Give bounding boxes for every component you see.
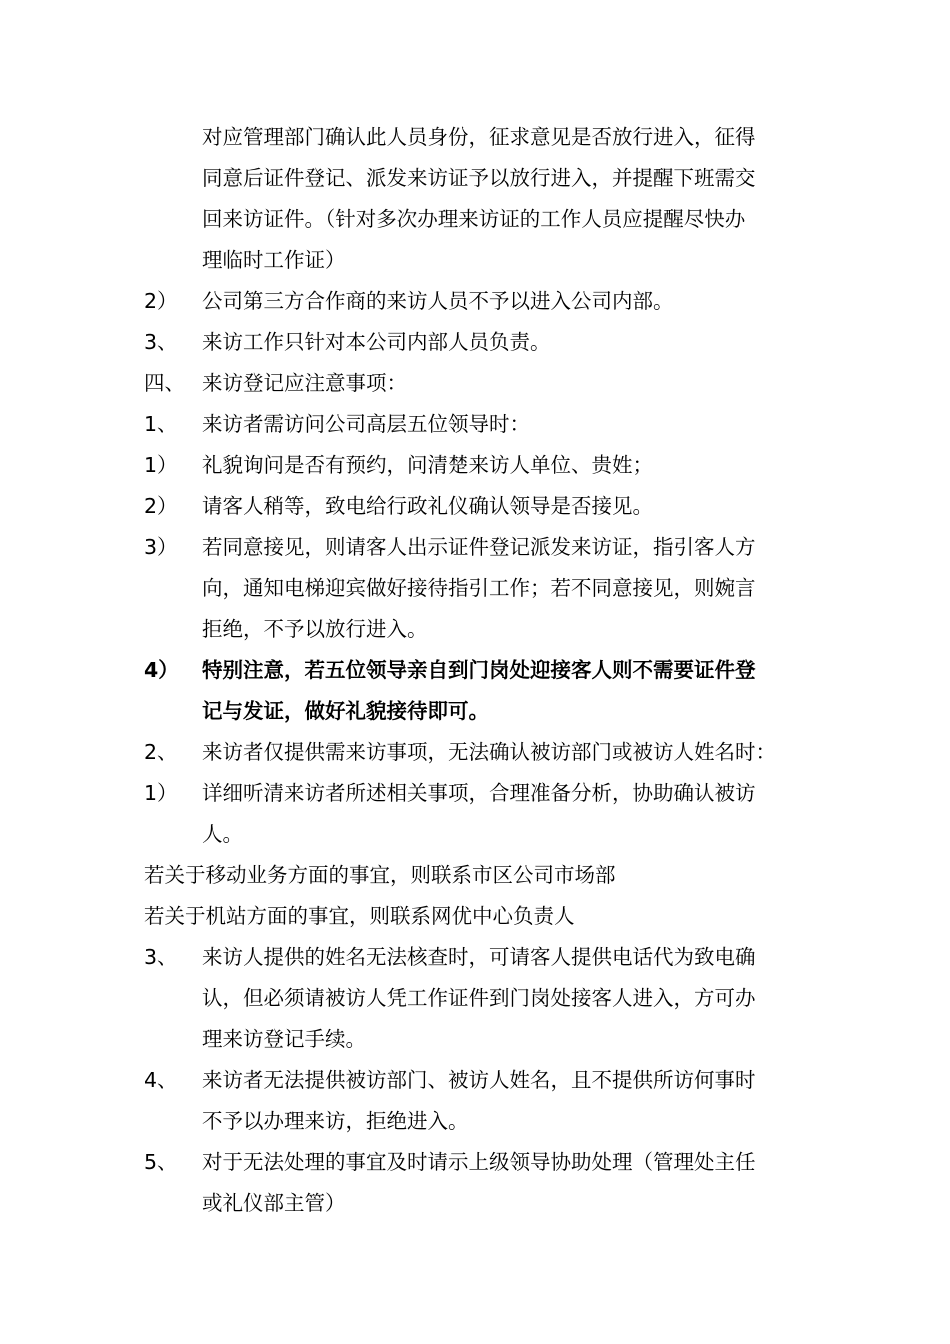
- line-text: 公司第三方合作商的来访人员不予以进入公司内部。: [202, 289, 674, 313]
- line-text: 理来访登记手续。: [202, 1027, 366, 1051]
- list-number: 4）: [144, 658, 179, 682]
- list-number: 3、: [144, 945, 178, 969]
- line-text: 来访者需访问公司高层五位领导时：: [202, 412, 530, 436]
- line-text: 人。: [202, 822, 243, 846]
- line-text: 礼貌询问是否有预约，问清楚来访人单位、贵姓；: [202, 453, 653, 477]
- line-text: 若同意接见，则请客人出示证件登记派发来访证，指引客人方: [202, 535, 756, 559]
- line-text: 或礼仪部主管）: [202, 1191, 346, 1215]
- line-text: 来访者仅提供需来访事项，无法确认被访部门或被访人姓名时：: [202, 740, 776, 764]
- line-text: 同意后证件登记、派发来访证予以放行进入，并提醒下班需交: [202, 166, 756, 190]
- line-text: 特别注意，若五位领导亲自到门岗处迎接客人则不需要证件登: [202, 658, 756, 682]
- line-text: 回来访证件。（针对多次办理来访证的工作人员应提醒尽快办: [202, 207, 746, 231]
- line-text: 来访者无法提供被访部门、被访人姓名，且不提供所访何事时: [202, 1068, 756, 1092]
- line-text: 拒绝，不予以放行进入。: [202, 617, 428, 641]
- line-text: 来访工作只针对本公司内部人员负责。: [202, 330, 551, 354]
- list-number: 5、: [144, 1150, 178, 1174]
- list-number: 3、: [144, 330, 178, 354]
- line-text: 若关于机站方面的事宜，则联系网优中心负责人: [144, 904, 575, 928]
- list-number: 2、: [144, 740, 178, 764]
- list-number: 1）: [144, 781, 178, 805]
- list-number: 2）: [144, 289, 178, 313]
- list-number: 2）: [144, 494, 178, 518]
- line-text: 请客人稍等，致电给行政礼仪确认领导是否接见。: [202, 494, 653, 518]
- list-number: 3）: [144, 535, 178, 559]
- section-number: 四、: [144, 371, 185, 395]
- line-text: 对于无法处理的事宜及时请示上级领导协助处理（管理处主任: [202, 1150, 756, 1174]
- line-text: 不予以办理来访，拒绝进入。: [202, 1109, 469, 1133]
- line-text: 记与发证，做好礼貌接待即可。: [202, 699, 489, 723]
- line-text: 若关于移动业务方面的事宜，则联系市区公司市场部: [144, 863, 616, 887]
- line-text: 理临时工作证）: [202, 248, 346, 272]
- line-text: 向，通知电梯迎宾做好接待指引工作；若不同意接见，则婉言: [202, 576, 756, 600]
- line-text: 来访人提供的姓名无法核查时，可请客人提供电话代为致电确: [202, 945, 756, 969]
- list-number: 1）: [144, 453, 178, 477]
- line-text: 对应管理部门确认此人员身份，征求意见是否放行进入，征得: [202, 125, 756, 149]
- line-text: 认，但必须请被访人凭工作证件到门岗处接客人进入，方可办: [202, 986, 756, 1010]
- list-number: 1、: [144, 412, 178, 436]
- list-number: 4、: [144, 1068, 178, 1092]
- section-title: 来访登记应注意事项：: [202, 371, 407, 395]
- line-text: 详细听清来访者所述相关事项，合理准备分析，协助确认被访: [202, 781, 756, 805]
